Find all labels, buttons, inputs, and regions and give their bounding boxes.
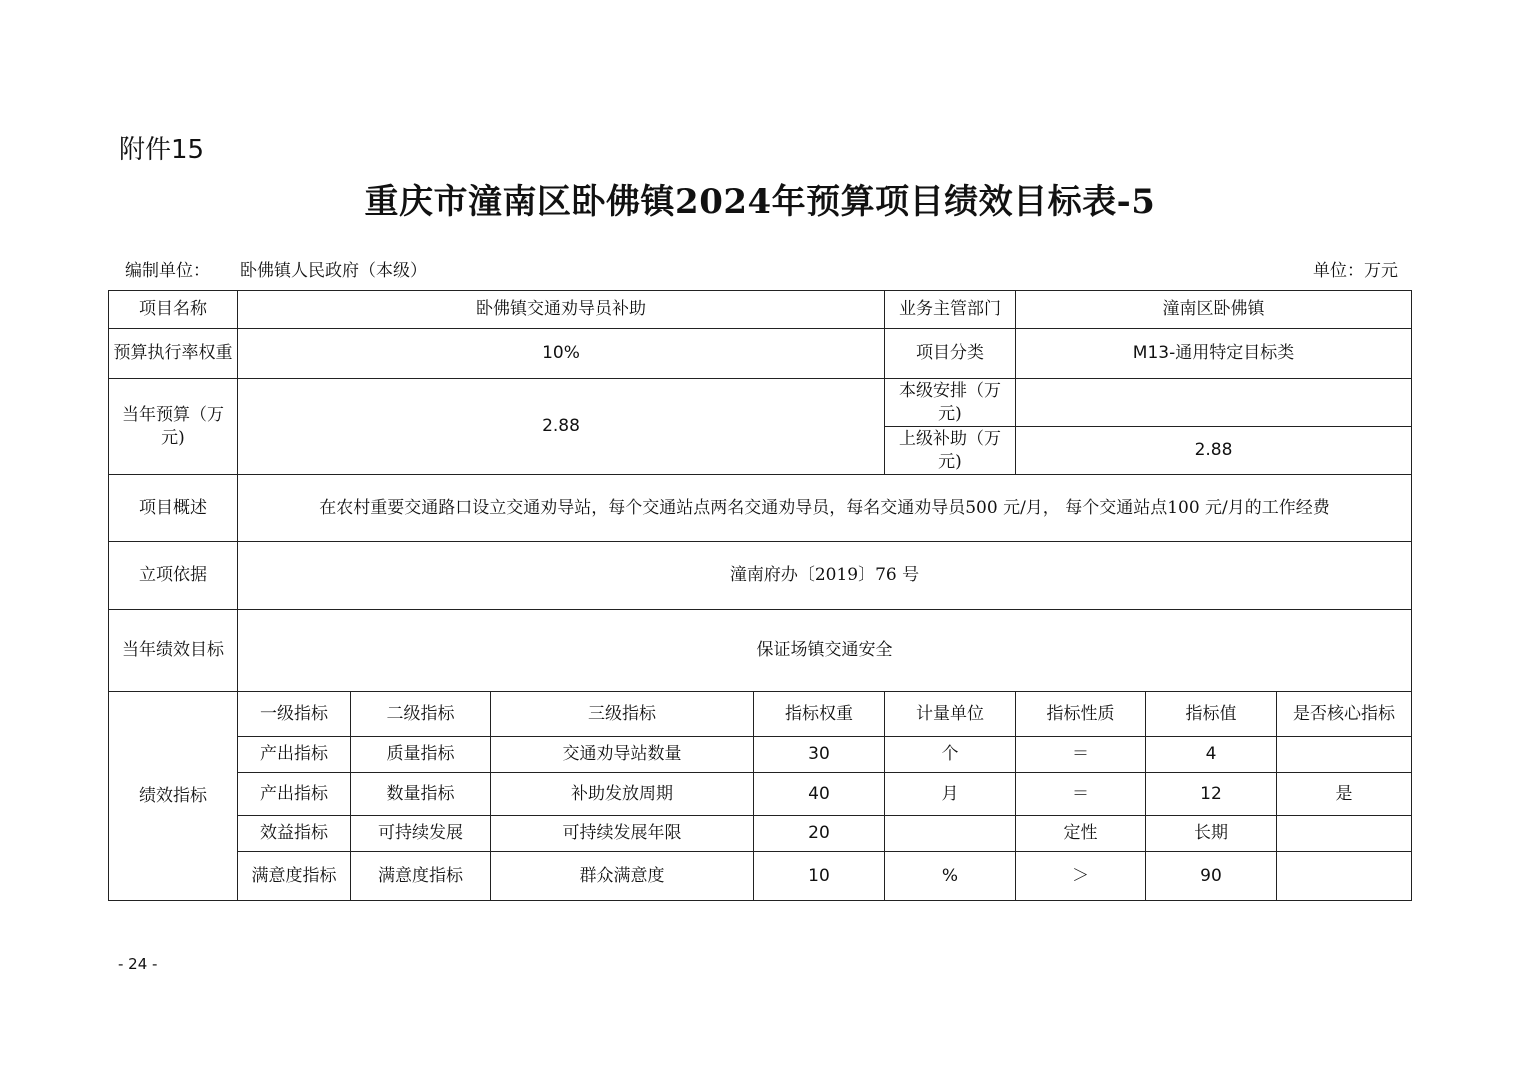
project-name-value: 卧佛镇交通劝导员补助 [238,291,885,329]
perf-cell: 质量指标 [351,737,491,773]
perf-cell: ＝ [1016,773,1146,816]
budget-label: 当年预算（万元) [109,379,238,475]
perf-header-cell: 指标权重 [754,692,885,737]
perf-cell: 满意度指标 [351,852,491,901]
perf-header-row [109,692,1412,737]
compiler-value: 卧佛镇人民政府（本级） [240,261,427,281]
table-row [109,379,1412,427]
perf-row [109,852,1412,901]
perf-cell: 可持续发展年限 [491,816,754,852]
category-value: M13-通用特定目标类 [1016,329,1412,379]
table-row [109,291,1412,329]
perf-cell: 30 [754,737,885,773]
perf-cell [1277,852,1412,901]
perf-header-cell: 计量单位 [885,692,1016,737]
perf-cell: 个 [885,737,1016,773]
perf-cell: 产出指标 [238,737,351,773]
compiler-label: 编制单位： [125,261,210,281]
goal-value: 保证场镇交通安全 [238,610,1412,692]
table-row [109,542,1412,610]
table-row [109,610,1412,692]
perf-cell: 长期 [1146,816,1277,852]
department-value: 潼南区卧佛镇 [1016,291,1412,329]
budget-value: 2.88 [238,379,885,475]
goal-label: 当年绩效目标 [109,610,238,692]
table-row [109,475,1412,542]
upper-value: 2.88 [1016,427,1412,475]
perf-header-cell: 二级指标 [351,692,491,737]
perf-cell: 群众满意度 [491,852,754,901]
perf-header-cell: 三级指标 [491,692,754,737]
basis-value: 潼南府办〔2019〕76 号 [238,542,1412,610]
perf-cell: 产出指标 [238,773,351,816]
category-label: 项目分类 [885,329,1016,379]
upper-label: 上级补助（万元) [885,427,1016,475]
overview-value: 在农村重要交通路口设立交通劝导站，每个交通站点两名交通劝导员，每名交通劝导员500 元/月， 每个交通站点100 元/月的工作经费 [238,475,1412,542]
perf-row [109,737,1412,773]
perf-cell: 月 [885,773,1016,816]
perf-cell: ＞ [1016,852,1146,901]
perf-cell: 数量指标 [351,773,491,816]
perf-header-cell: 一级指标 [238,692,351,737]
perf-header-cell: 指标值 [1146,692,1277,737]
perf-row [109,773,1412,816]
overview-label: 项目概述 [109,475,238,542]
perf-cell: 是 [1277,773,1412,816]
perf-cell: 10 [754,852,885,901]
project-name-label: 项目名称 [109,291,238,329]
page-number: - 24 - [118,955,158,973]
perf-cell: 交通劝导站数量 [491,737,754,773]
perf-cell: 可持续发展 [351,816,491,852]
weight-label: 预算执行率权重 [109,329,238,379]
local-value [1016,379,1412,427]
perf-cell: 效益指标 [238,816,351,852]
perf-cell: 4 [1146,737,1277,773]
compiler-info [125,256,427,281]
table-row [109,329,1412,379]
perf-cell: 20 [754,816,885,852]
perf-cell: 40 [754,773,885,816]
performance-table [108,290,1412,901]
perf-cell: 12 [1146,773,1277,816]
attachment-label: 附件15 [119,135,205,165]
perf-cell [1277,816,1412,852]
perf-cell [1277,737,1412,773]
perf-cell [885,816,1016,852]
perf-label: 绩效指标 [109,692,238,901]
perf-row [109,816,1412,852]
perf-header-cell: 指标性质 [1016,692,1146,737]
perf-cell: % [885,852,1016,901]
perf-cell: 满意度指标 [238,852,351,901]
perf-cell: 定性 [1016,816,1146,852]
perf-cell: ＝ [1016,737,1146,773]
weight-value: 10% [238,329,885,379]
unit-label: 单位：万元 [1313,261,1398,281]
department-label: 业务主管部门 [885,291,1016,329]
basis-label: 立项依据 [109,542,238,610]
perf-cell: 90 [1146,852,1277,901]
local-label: 本级安排（万元) [885,379,1016,427]
perf-cell: 补助发放周期 [491,773,754,816]
perf-header-cell: 是否核心指标 [1277,692,1412,737]
document-title: 重庆市潼南区卧佛镇2024年预算项目绩效目标表-5 [364,182,1156,222]
